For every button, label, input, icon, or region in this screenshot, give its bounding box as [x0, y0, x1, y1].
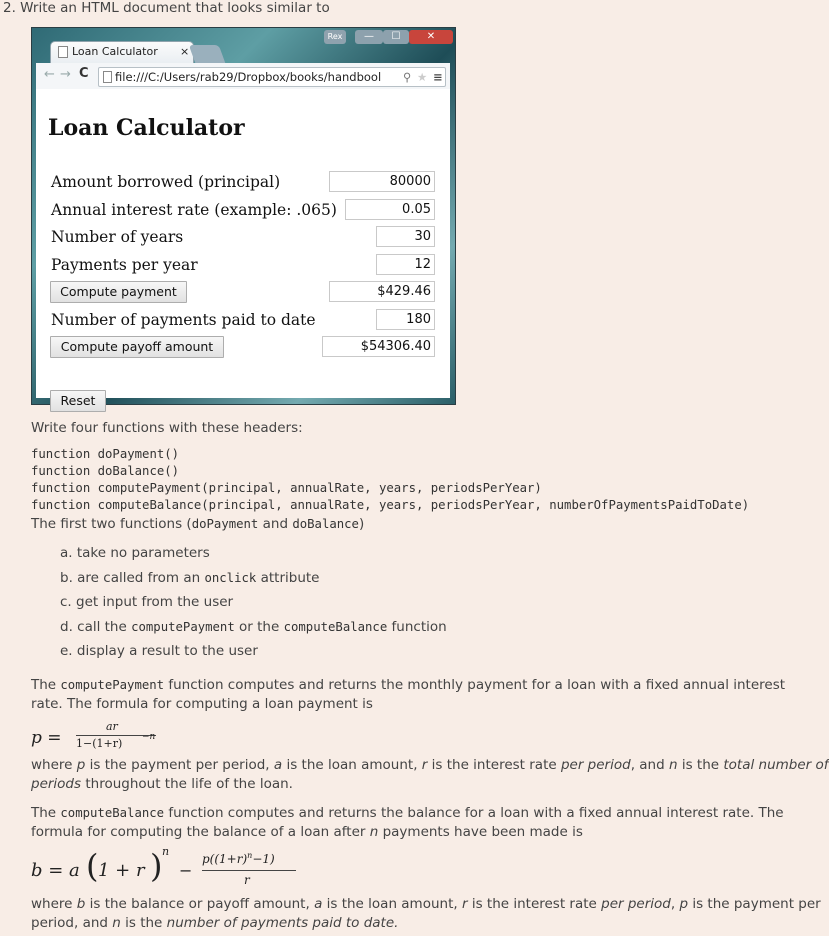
question-heading: 2. Write an HTML document that looks similar to [3, 0, 330, 16]
code-line-4: function computeBalance(principal, annualRate, years, periodsPerYear, numberOfPaymentsPaidToDate) [31, 498, 750, 512]
formula2-body: 1 + r [98, 860, 145, 881]
back-icon[interactable]: ← [44, 67, 55, 82]
url-text: file:///C:/Users/rab29/Dropbox/books/handbool [115, 70, 382, 84]
list-item-d: d. call the computePayment or the computeBalance function [60, 619, 447, 635]
maximize-icon[interactable]: ☐ [383, 30, 409, 44]
formula2-minus: − [179, 861, 193, 880]
close-icon[interactable]: ✕ [409, 30, 453, 44]
where2-line1: where b is the balance or payoff amount, a is the loan amount, r is the interest rate per period, p is the payment per [31, 896, 821, 912]
calculator-page [36, 89, 450, 408]
menu-icon[interactable]: ≡ [433, 70, 443, 84]
formula2-lhs: b = a [31, 860, 80, 881]
list-item-c: c. get input from the user [60, 594, 234, 610]
reset-button[interactable]: Reset [50, 390, 106, 412]
tab-close-icon[interactable]: × [180, 45, 190, 58]
para2-line2: formula for computing the balance of a loan after n payments have been made is [31, 824, 583, 840]
payoff-button[interactable]: Compute payoff amount [50, 336, 224, 358]
formula2-exponent: n [162, 845, 170, 858]
where1-line1: where p is the payment per period, a is the loan amount, r is the interest rate per period, and n is the total number of [31, 757, 829, 773]
where1-line2: periods throughout the life of the loan. [31, 776, 293, 792]
list-item-a: a. take no parameters [60, 545, 210, 561]
page-icon [58, 46, 68, 58]
new-tab-button[interactable] [189, 45, 226, 63]
formula1-numerator: ar [106, 720, 118, 733]
years-label: Number of years [51, 228, 184, 246]
para1-line2: rate. The formula for computing a loan payment is [31, 696, 373, 712]
code-line-2: function doBalance() [31, 464, 180, 478]
forward-icon[interactable]: → [60, 67, 71, 82]
calc-heading: Loan Calculator [48, 115, 245, 141]
minimize-icon[interactable]: — [355, 30, 383, 44]
tab-title: Loan Calculator [72, 45, 158, 58]
para2-line1: The computeBalance function computes and returns the balance for a loan with a fixed annual interest rate. The [31, 805, 784, 821]
principal-input[interactable]: 80000 [329, 171, 435, 192]
window-ctl-label: Rex [324, 30, 346, 44]
para1-line1: The computePayment function computes and returns the monthly payment for a loan with a fixed annual interest [31, 677, 786, 693]
formula2-paren-open: ( [86, 847, 99, 885]
ppy-label: Payments per year [51, 256, 198, 274]
formula2-denominator: r [244, 873, 250, 887]
years-input[interactable]: 30 [376, 226, 435, 247]
principal-label: Amount borrowed (principal) [51, 173, 281, 191]
rate-input[interactable]: 0.05 [345, 199, 435, 220]
url-field[interactable] [98, 67, 446, 87]
compute-payment-button[interactable]: Compute payment [50, 281, 187, 303]
browser-tab[interactable] [50, 41, 194, 64]
formula2-paren-close: ) [150, 847, 163, 885]
intro-text: Write four functions with these headers: [31, 420, 303, 436]
payoff-output[interactable]: $54306.40 [322, 336, 435, 357]
paid-label: Number of payments paid to date [51, 311, 316, 329]
paid-input[interactable]: 180 [376, 309, 435, 330]
zoom-icon[interactable]: ⚲ [403, 70, 412, 84]
code-line-1: function doPayment() [31, 447, 180, 461]
formula1-denominator: 1−(1+r) [76, 737, 123, 750]
file-icon [103, 71, 112, 83]
ppy-input[interactable]: 12 [376, 254, 435, 275]
first-two-text: The first two functions (doPayment and doBalance) [31, 516, 365, 532]
rate-label: Annual interest rate (example: .065) [51, 201, 337, 219]
address-bar [36, 63, 450, 90]
list-item-e: e. display a result to the user [60, 643, 258, 659]
list-item-b: b. are called from an onclick attribute [60, 570, 320, 586]
payment-output[interactable]: $429.46 [329, 281, 435, 302]
where2-line2: period, and n is the number of payments paid to date. [31, 915, 399, 931]
formula1-lhs: p = [31, 728, 62, 748]
star-icon[interactable]: ★ [417, 70, 428, 84]
formula2-numerator: $p((1+r)^n-1)$ [202, 851, 275, 866]
formula1-exponent: −n [142, 732, 156, 742]
reload-icon[interactable]: C [79, 66, 89, 81]
browser-window [31, 27, 456, 408]
code-line-3: function computePayment(principal, annualRate, years, periodsPerYear) [31, 481, 542, 495]
formula2-bar [202, 870, 296, 871]
